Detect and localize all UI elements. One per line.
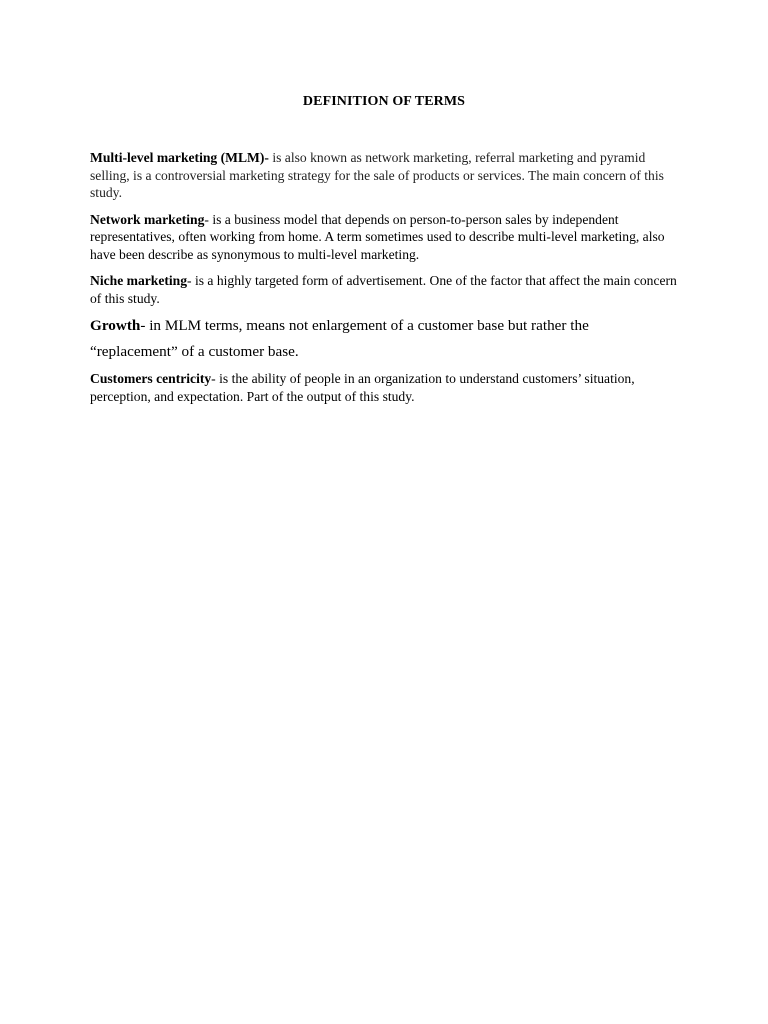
definition-term: Growth [90, 317, 141, 334]
definition-text: is also known as network marketing, referral marketing and pyramid selling, is a controversial marketing strategy for the sale of products or services. The main concern of this study. [90, 150, 664, 200]
document-title: DEFINITION OF TERMS [302, 94, 466, 109]
definition-term: Niche marketing [90, 273, 188, 288]
definition-text: - in MLM terms, means not enlargement of a customer base but rather the [140, 317, 589, 334]
definition-term: Network marketing [90, 211, 205, 227]
definition-text: - is a highly targeted form of advertisement. One of the factor that affect the main concern of this study. [90, 273, 677, 306]
definition-niche-marketing [90, 272, 682, 307]
definition-growth-continuation [90, 342, 682, 361]
definition-text: “replacement” of a customer base. [90, 343, 299, 360]
definition-mlm [90, 149, 682, 202]
definition-term: Customers centricity [90, 371, 212, 386]
definition-growth [90, 316, 682, 335]
definition-customers-centricity [90, 370, 682, 405]
definition-text: - is the ability of people in an organization to understand customers’ situation, perception, and expectation. Part of the output of this study. [90, 371, 635, 404]
definition-text: - is a business model that depends on person-to-person sales by independent representatives, often working from home. A term sometimes used to describe multi-level marketing, also have been describe as synonymous to multi-level marketing. [90, 211, 665, 262]
definition-network-marketing [90, 211, 682, 264]
definition-term: Multi-level marketing (MLM)- [90, 150, 269, 165]
definitions-list [90, 149, 682, 414]
